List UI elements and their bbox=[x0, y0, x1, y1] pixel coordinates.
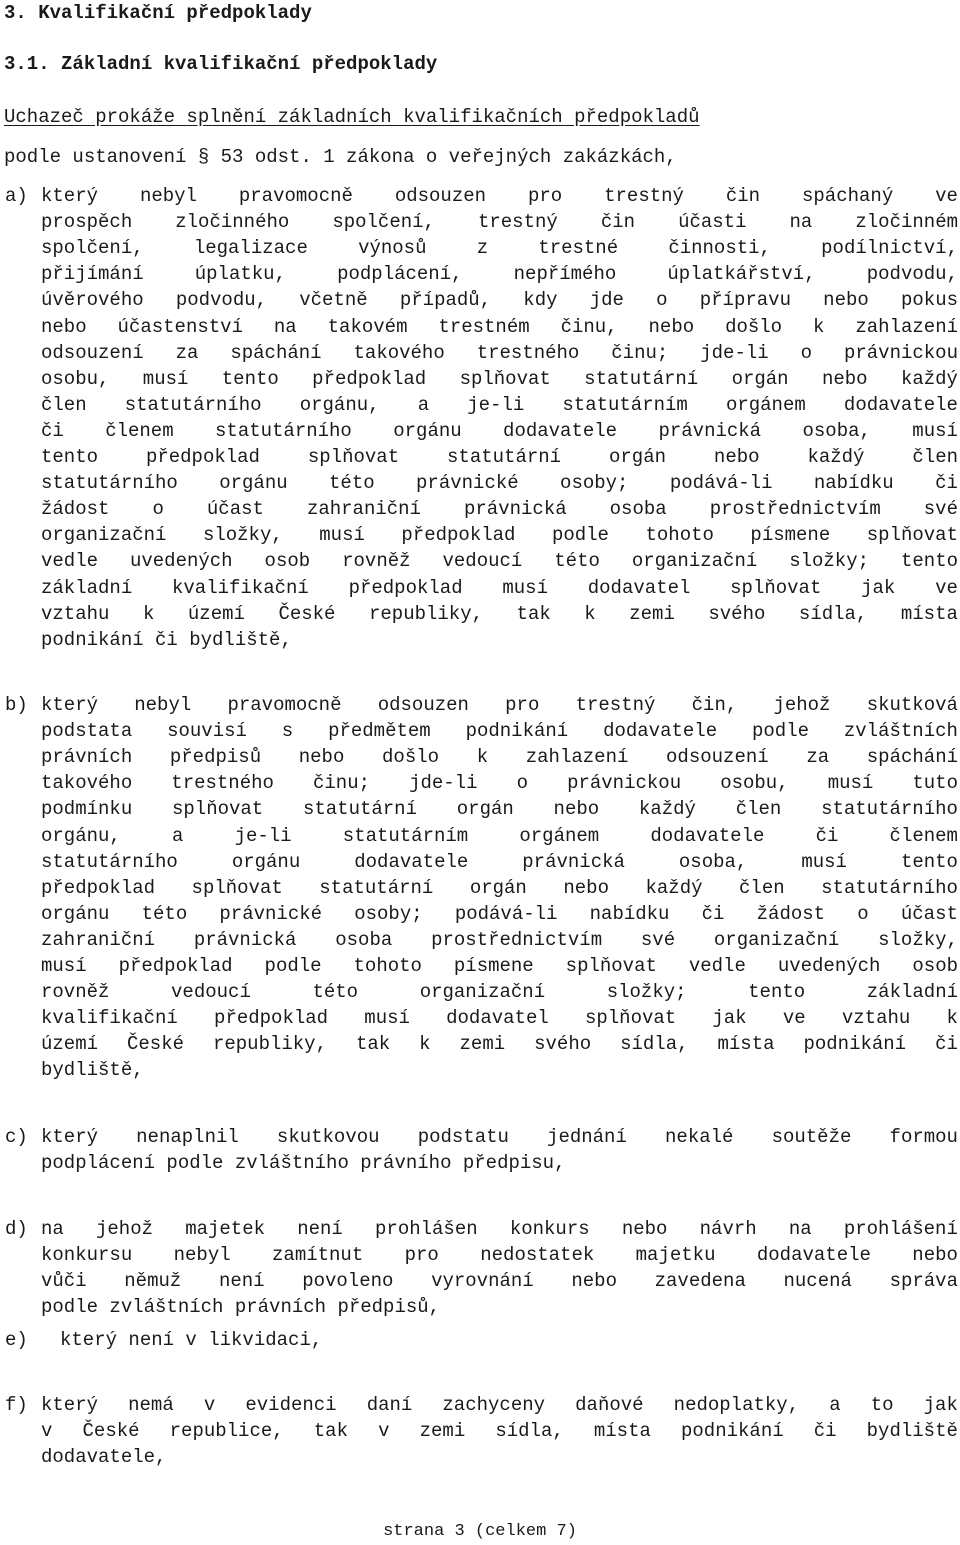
list-item-line: kvalifikační předpoklad musí dodavatel splňovat jak ve vztahu k bbox=[41, 1007, 958, 1030]
list-item-line: podplácení podle zvláštního právního předpisu, bbox=[41, 1152, 566, 1175]
list-item-line: orgánu této právnické osoby; podává-li nabídku či žádost o účast bbox=[41, 902, 958, 925]
list-item-line: žádost o účast zahraniční právnická osoba prostřednictvím své bbox=[41, 498, 958, 521]
list-item-line: zahraniční právnická osoba prostřednictvím své organizační složky, bbox=[41, 928, 958, 951]
list-item-line: vztahu k území České republiky, tak k zemi svého sídla, místa bbox=[41, 602, 958, 625]
list-item-line: konkursu nebyl zamítnut pro nedostatek majetku dodavatele nebo bbox=[41, 1244, 958, 1267]
list-marker: e) bbox=[5, 1329, 28, 1351]
list-marker: a) bbox=[5, 185, 28, 207]
list-item-line: nebo účastenství na takovém trestném činu, nebo došlo k zahlazení bbox=[41, 315, 958, 338]
intro-line-1: Uchazeč prokáže splnění základních kvalifikačních předpokladů bbox=[4, 106, 700, 128]
section-heading-3-1: 3.1. Základní kvalifikační předpoklady bbox=[4, 53, 438, 75]
list-item-line: území České republiky, tak k zemi svého sídla, místa podnikání či bbox=[41, 1033, 958, 1056]
list-item-line: předpoklad splňovat statutární orgán nebo každý člen statutárního bbox=[41, 876, 958, 899]
list-item-line: přijímání úplatku, podplácení, nepřímého úplatkářství, podvodu, bbox=[41, 263, 958, 286]
list-item-line: který nemá v evidenci daní zachyceny daňové nedoplatky, a to jak bbox=[41, 1394, 958, 1416]
list-item-line: podmínku splňovat statutární orgán nebo každý člen statutárního bbox=[41, 798, 958, 821]
list-item-line: odsouzení za spáchání takového trestného činu; jde-li o právnickou bbox=[41, 341, 958, 364]
list-item-line: organizační složky, musí předpoklad podle tohoto písmene splňovat bbox=[41, 524, 958, 547]
list-item-line: který nebyl pravomocně odsouzen pro trestný čin, jehož skutková bbox=[41, 694, 958, 716]
list-item-line: dodavatele, bbox=[41, 1446, 167, 1469]
list-item-line: statutárního orgánu této právnické osoby; podává-li nabídku či bbox=[41, 472, 958, 495]
list-item-line: člen statutárního orgánu, a je-li statutárním orgánem dodavatele bbox=[41, 393, 958, 416]
list-marker: c) bbox=[5, 1126, 28, 1148]
list-marker: b) bbox=[5, 694, 28, 716]
list-item-line: bydliště, bbox=[41, 1059, 144, 1082]
list-item-line: orgánu, a je-li statutárním orgánem dodavatele či členem bbox=[41, 824, 958, 847]
list-item-line: právních předpisů nebo došlo k zahlazení odsouzení za spáchání bbox=[41, 746, 958, 769]
list-item-line: musí předpoklad podle tohoto písmene splňovat vedle uvedených osob bbox=[41, 955, 958, 977]
list-item-line: základní kvalifikační předpoklad musí dodavatel splňovat jak ve bbox=[41, 576, 958, 599]
list-item-line: podstata souvisí s předmětem podnikání dodavatele podle zvláštních bbox=[41, 720, 958, 743]
list-item-line: který nenaplnil skutkovou podstatu jednání nekalé soutěže formou bbox=[41, 1126, 958, 1148]
list-item-line: vůči němuž není povoleno vyrovnání nebo zavedena nucená správa bbox=[41, 1270, 958, 1293]
list-item-line: úvěrového podvodu, včetně případů, kdy jde o přípravu nebo pokus bbox=[41, 289, 958, 312]
list-item-line: podle zvláštních právních předpisů, bbox=[41, 1296, 441, 1319]
list-item-line: statutárního orgánu dodavatele právnická osoba, musí tento bbox=[41, 850, 958, 873]
list-item-line: spolčení, legalizace výnosů z trestné činnosti, podílnictví, bbox=[41, 237, 958, 260]
list-item-line: který není v likvidaci, bbox=[60, 1329, 323, 1351]
list-item-line: takového trestného činu; jde-li o právnickou osobu, musí tuto bbox=[41, 772, 958, 795]
section-heading-3: 3. Kvalifikační předpoklady bbox=[4, 2, 312, 24]
list-item-line: podnikání či bydliště, bbox=[41, 628, 292, 651]
list-item-line: osobu, musí tento předpoklad splňovat statutární orgán nebo každý bbox=[41, 367, 958, 390]
list-item-line: v České republice, tak v zemi sídla, místa podnikání či bydliště bbox=[41, 1420, 958, 1443]
intro-line-2: podle ustanovení § 53 odst. 1 zákona o veřejných zakázkách, bbox=[4, 146, 677, 168]
list-item-line: tento předpoklad splňovat statutární orgán nebo každý člen bbox=[41, 446, 958, 468]
list-item-line: který nebyl pravomocně odsouzen pro trestný čin spáchaný ve bbox=[41, 185, 958, 207]
list-marker: d) bbox=[5, 1218, 28, 1240]
list-item-line: rovněž vedoucí této organizační složky; tento základní bbox=[41, 981, 958, 1004]
list-item-line: či členem statutárního orgánu dodavatele právnická osoba, musí bbox=[41, 419, 958, 442]
list-item-line: na jehož majetek není prohlášen konkurs nebo návrh na prohlášení bbox=[41, 1218, 958, 1240]
page-footer: strana 3 (celkem 7) bbox=[383, 1522, 577, 1541]
list-marker: f) bbox=[5, 1394, 28, 1416]
list-item-line: vedle uvedených osob rovněž vedoucí této organizační složky; tento bbox=[41, 550, 958, 573]
list-item-line: prospěch zločinného spolčení, trestný čin účasti na zločinném bbox=[41, 211, 958, 234]
